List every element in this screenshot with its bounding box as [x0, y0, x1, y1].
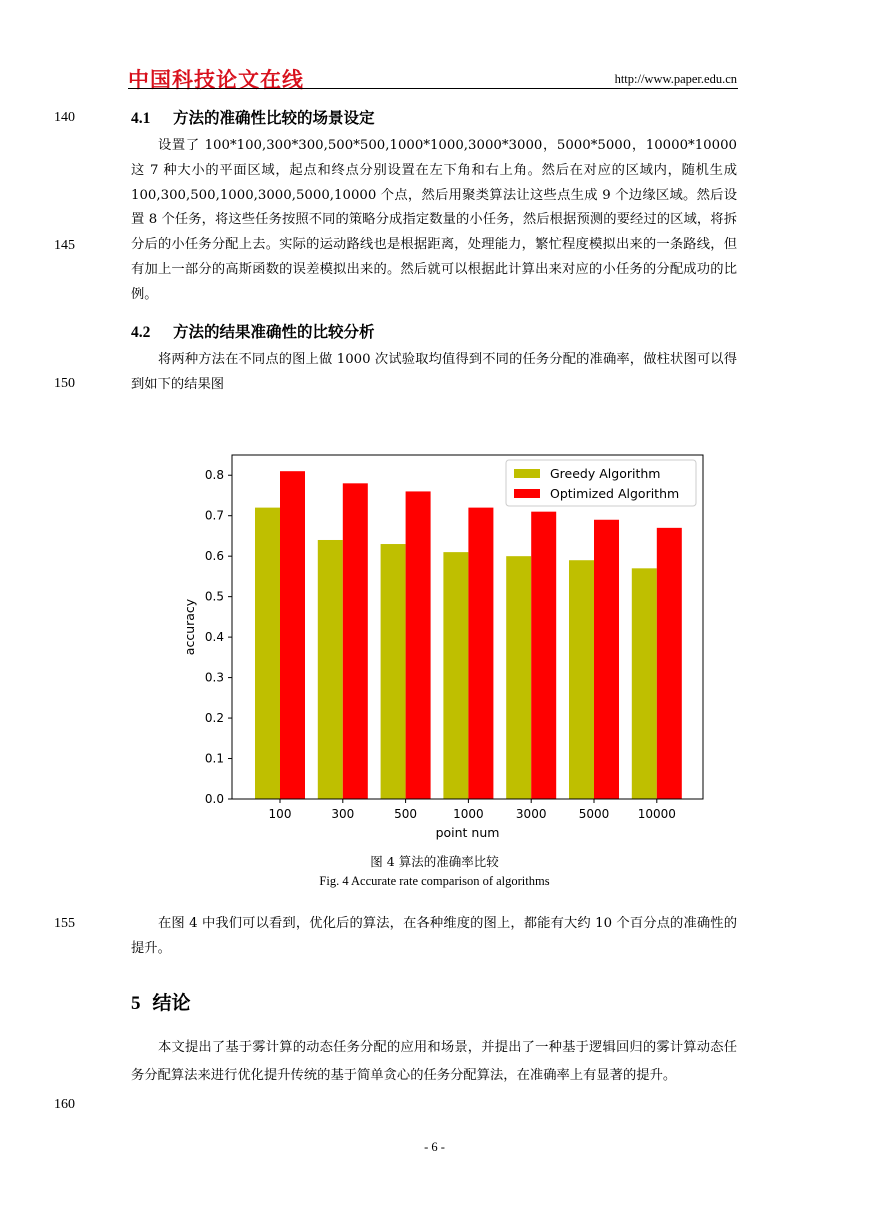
greedy-bar: [255, 508, 280, 799]
x-tick-label: 5000: [578, 807, 610, 821]
figure-caption-cn: 图 4 算法的准确率比较: [370, 854, 499, 869]
line-number: 145: [54, 238, 75, 253]
section-5-paragraph: [131, 1034, 737, 1089]
line-number: 150: [54, 376, 75, 391]
section-number: 5: [131, 993, 141, 1014]
y-tick-label: 0.6: [204, 549, 224, 564]
header-url[interactable]: http://www.paper.edu.cn: [614, 72, 737, 86]
x-tick-label: 1000: [453, 807, 484, 821]
section-heading-4-2: [131, 320, 375, 342]
y-tick-label: 0.1: [204, 751, 224, 766]
x-tick-label: 100: [268, 807, 292, 821]
y-tick-label: 0.4: [204, 630, 224, 645]
journal-logo: [128, 64, 304, 94]
line-number: 140: [54, 110, 75, 125]
y-tick-label: 0.5: [204, 589, 224, 604]
optimized-bar: [406, 491, 431, 799]
x-axis-label: point num: [435, 825, 500, 840]
paragraph-text: 设置了 100*100,300*300,500*500,1000*1000,3000*3000，5000*5000，10000*10000 这 7 种大小的平面区域，起点和终点分别设置在左下角和右上角。然后在对应的区域内，随机生成 100,300,500,1000,3000,5000,10000 个点，然后用聚类算法让这些点生成 9 个边缘区域。然后设置 8 个任务，将这些任务按照不同的策略分成指定数量的小任务，然后根据预测的要经过的区域，将拆分后的小任务分配上去。实际的运动路线也是根据距离，处理能力，繁忙程度模拟出来的一条路线，但有加上一部分的高斯函数的误差模拟出来的。然后就可以根据此计算出来对应的小任务的分配成功的比例。: [131, 138, 737, 302]
greedy-bar: [381, 544, 406, 799]
y-tick-label: 0.0: [204, 792, 224, 806]
section-title: 方法的结果准确性的比较分析: [173, 322, 375, 341]
paragraph-text: 本文提出了基于雾计算的动态任务分配的应用和场景，并提出了一种基于逻辑回归的雾计算动态任务分配算法来进行优化提升传统的基于简单贪心的任务分配算法，在准确率上有显著的提升。: [131, 1040, 737, 1083]
greedy-bar: [569, 560, 594, 799]
y-tick-label: 0.3: [204, 670, 224, 685]
x-tick-label: 10000: [637, 807, 676, 821]
legend-label: Greedy Algorithm: [550, 466, 661, 481]
greedy-bar: [506, 556, 531, 799]
x-tick-label: 300: [331, 807, 355, 821]
optimized-bar: [280, 471, 305, 799]
x-tick-label: 500: [394, 807, 418, 821]
y-tick-label: 0.7: [204, 508, 224, 523]
optimized-bar: [468, 508, 493, 799]
optimized-bar: [657, 528, 682, 799]
legend-swatch: [514, 469, 540, 478]
greedy-bar: [443, 552, 468, 799]
paragraph-text: 在图 4 中我们可以看到，优化后的算法，在各种维度的图上，都能有大约 10 个百分点的准确性的提升。: [131, 916, 737, 956]
section-number: 4.1: [131, 110, 151, 127]
y-tick-label: 0.8: [204, 468, 224, 483]
section-4-1-paragraph: [131, 134, 737, 308]
section-title: 结论: [152, 992, 191, 1014]
greedy-bar: [318, 540, 343, 799]
section-heading-4-1: [131, 106, 375, 128]
greedy-bar: [632, 568, 657, 799]
figure-caption-en: Fig. 4 Accurate rate comparison of algorithms: [319, 874, 550, 888]
section-title: 方法的准确性比较的场景设定: [173, 108, 375, 127]
line-number: 160: [54, 1097, 75, 1112]
section-4-2-paragraph: [131, 348, 737, 398]
page-number: - 6 -: [424, 1140, 445, 1154]
discussion-paragraph: [131, 912, 737, 962]
optimized-bar: [531, 512, 556, 799]
section-heading-5: [131, 988, 191, 1015]
accuracy-bar-chart: [170, 445, 730, 845]
legend-label: Optimized Algorithm: [550, 486, 680, 501]
logo-text: 中国科技论文在线: [128, 68, 304, 92]
optimized-bar: [343, 483, 368, 799]
section-number: 4.2: [131, 324, 151, 341]
legend-swatch: [514, 489, 540, 498]
y-tick-label: 0.2: [204, 711, 224, 726]
header-rule: [128, 88, 738, 89]
y-axis-label: accuracy: [182, 598, 197, 656]
optimized-bar: [594, 520, 619, 799]
x-tick-label: 3000: [515, 807, 547, 821]
paragraph-text: 将两种方法在不同点的图上做 1000 次试验取均值得到不同的任务分配的准确率，做柱状图可以得到如下的结果图: [131, 352, 737, 392]
line-number: 155: [54, 916, 75, 931]
